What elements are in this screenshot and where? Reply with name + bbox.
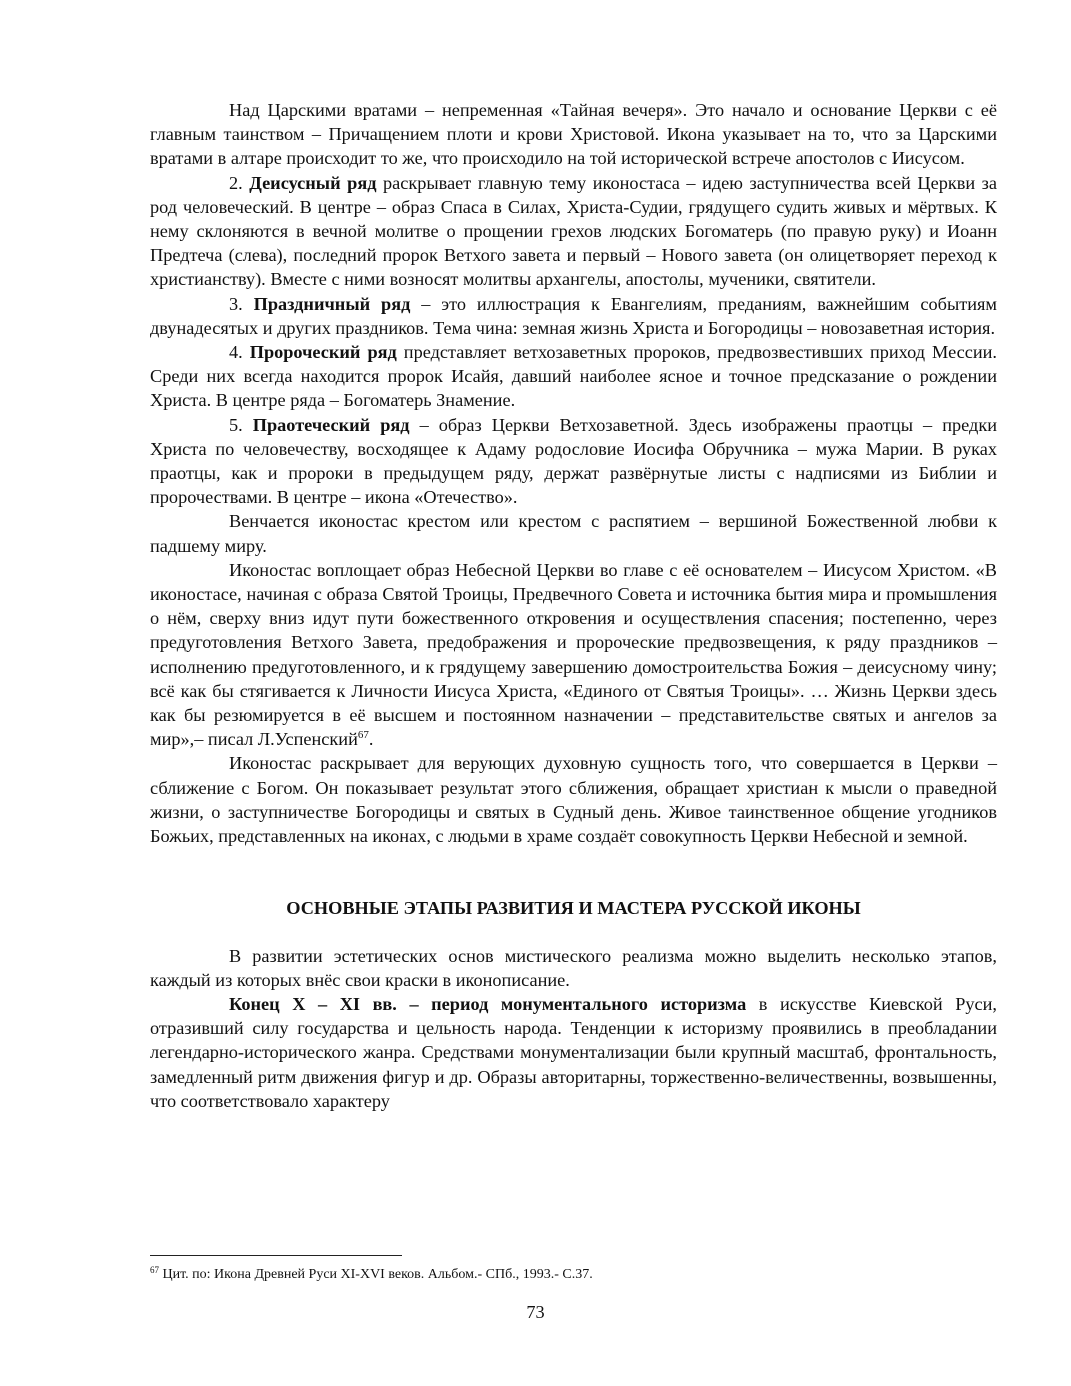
paragraph-forefathers-row <box>150 413 997 510</box>
paragraph-prophets-row <box>150 340 997 413</box>
section-heading: ОСНОВНЫЕ ЭТАПЫ РАЗВИТИЯ И МАСТЕРА РУССКОЙ ИКОНЫ <box>286 898 861 919</box>
paragraph-uspensky-quote <box>150 558 997 752</box>
term-deesis-row: Деисусный ряд <box>249 172 377 193</box>
quote-text: Иконостас воплощает образ Небесной Церкви во главе с её основателем – Иисусом Христом. «В иконостасе, начиная с образа Святой Троицы, Предвечного Совета и источника бытия мира и промышления о нём, сверху вниз идут пути божественного откровения и осуществления спасения; постепенно, через предуготовления Ветхого Завета, предображения и пророческие предвозвещения, к ряду праздников – исполнению предуготовленного, и к грядущему завершению домостроительства Божия – деисусному чину; всё как бы стягивается к Личности Иисуса Христа, «Единого от Святыя Троицы». … Жизнь Церкви здесь как бы резюмируется в её высшем и постоянном назначении – представительстве святых и ангелов за мир»,– писал Л.Успенский <box>150 559 997 750</box>
paragraph-text: в искусстве Киевской Руси, отразивший силу государства и цельность народа. Тенденции к историзму проявились в преобладании легендарно-исторического жанра. Средствами монументализации были крупный масштаб, фронтальность, замедленный ритм движения фигур и др. Образы авторитарны, торжественно-величественны, возвышенны, что соответствовало характеру <box>150 993 998 1111</box>
paragraph-text: – образ Церкви Ветхозаветной. Здесь изображены праотцы – предки Христа по человечеству, восходящее к Адаму родословие Иосифа Обручника – мужа Марии. В руках праотцы, как и пророки в предыдущем ряду, держат развёрнутые листы с надписями из Библии и пророчествами. В центре – икона «Отечество». <box>150 414 997 508</box>
page-body <box>150 98 997 1113</box>
footnote <box>150 1266 997 1284</box>
page-number: 73 <box>526 1302 545 1322</box>
paragraph-royal-doors: Над Царскими вратами – непременная «Тайная вечеря». Это начало и основание Церкви с её главным таинством – Причащением плоти и крови Христовой. Икона указывает на то, что за Царскими вратами в алтаре происходит то же, что происходило на той исторической встрече апостолов с Иисусом. <box>150 100 997 169</box>
paragraph-development-stages: В развитии эстетических основ мистического реализма можно выделить несколько этапов, каждый из которых внёс свои краски в иконописание. <box>150 945 997 990</box>
paragraph-spiritual-essence: Иконостас раскрывает для верующих духовную сущность того, что совершается в Церкви – сближение с Богом. Он показывает результат этого сближения, обращает христиан к мысли о праведной жизни, о заступничестве Богородицы и святых в Судный день. Живое таинственное общение угодников Божьих, представленных на иконах, с людьми в храме создаёт совокупность Церкви Небесной и земной. <box>150 753 997 847</box>
term-festive-row: Праздничный ряд <box>253 293 411 314</box>
footnote-divider <box>150 1255 402 1256</box>
quote-end: . <box>368 729 374 750</box>
list-number: 3. <box>229 293 243 314</box>
paragraph-text: представляет ветхозаветных пророков, предвозвестивших приход Мессии. Среди них всегда находится пророк Исайя, давший наиболее ясное и точное предсказание о рождении Христа. В центре ряда – Богоматерь Знамение. <box>150 342 997 411</box>
paragraph-monumental-historicism <box>150 992 997 1113</box>
term-forefathers-row: Праотеческий ряд <box>252 414 410 435</box>
paragraph-cross: Венчается иконостас крестом или крестом с распятием – вершиной Божественной любви к падшему миру. <box>150 511 997 556</box>
term-prophets-row: Пророческий ряд <box>249 342 397 363</box>
paragraph-text: раскрывает главную тему иконостаса – идею заступничества всей Церкви за род человеческий. В центре – образ Спаса в Силах, Христа-Судии, грядущего судить живых и мёртвых. К нему склоняются в вечной молитве о прощении грехов людских Богоматерь (по правую руку) и Иоанн Предтеча (слева), последний пророк Ветхого завета и первый – Нового завета (он олицетворяет переход к христианству). Вместе с ними возносят молитвы архангелы, апостолы, мученики, святители. <box>150 172 998 290</box>
paragraph-text: – это иллюстрация к Евангелиям, преданиям, важнейшим событиям двунадесятых и других праздников. Тема чина: земная жизнь Христа и Богородицы – новозаветная история. <box>150 293 997 338</box>
footnote-reference[interactable]: 67 <box>357 729 369 742</box>
term-monumental-historicism: Конец Х – XI вв. – период монументального историзма <box>229 993 747 1014</box>
list-number: 2. <box>229 172 243 193</box>
list-number: 4. <box>229 342 243 363</box>
paragraph-deesis-row <box>150 171 997 292</box>
list-number: 5. <box>229 414 243 435</box>
footnote-number: 67 <box>150 1265 159 1275</box>
paragraph-festive-row <box>150 292 997 340</box>
footnote-text: Цит. по: Икона Древней Руси XI-XVI веков. Альбом.- СПб., 1993.- С.37. <box>159 1267 593 1282</box>
